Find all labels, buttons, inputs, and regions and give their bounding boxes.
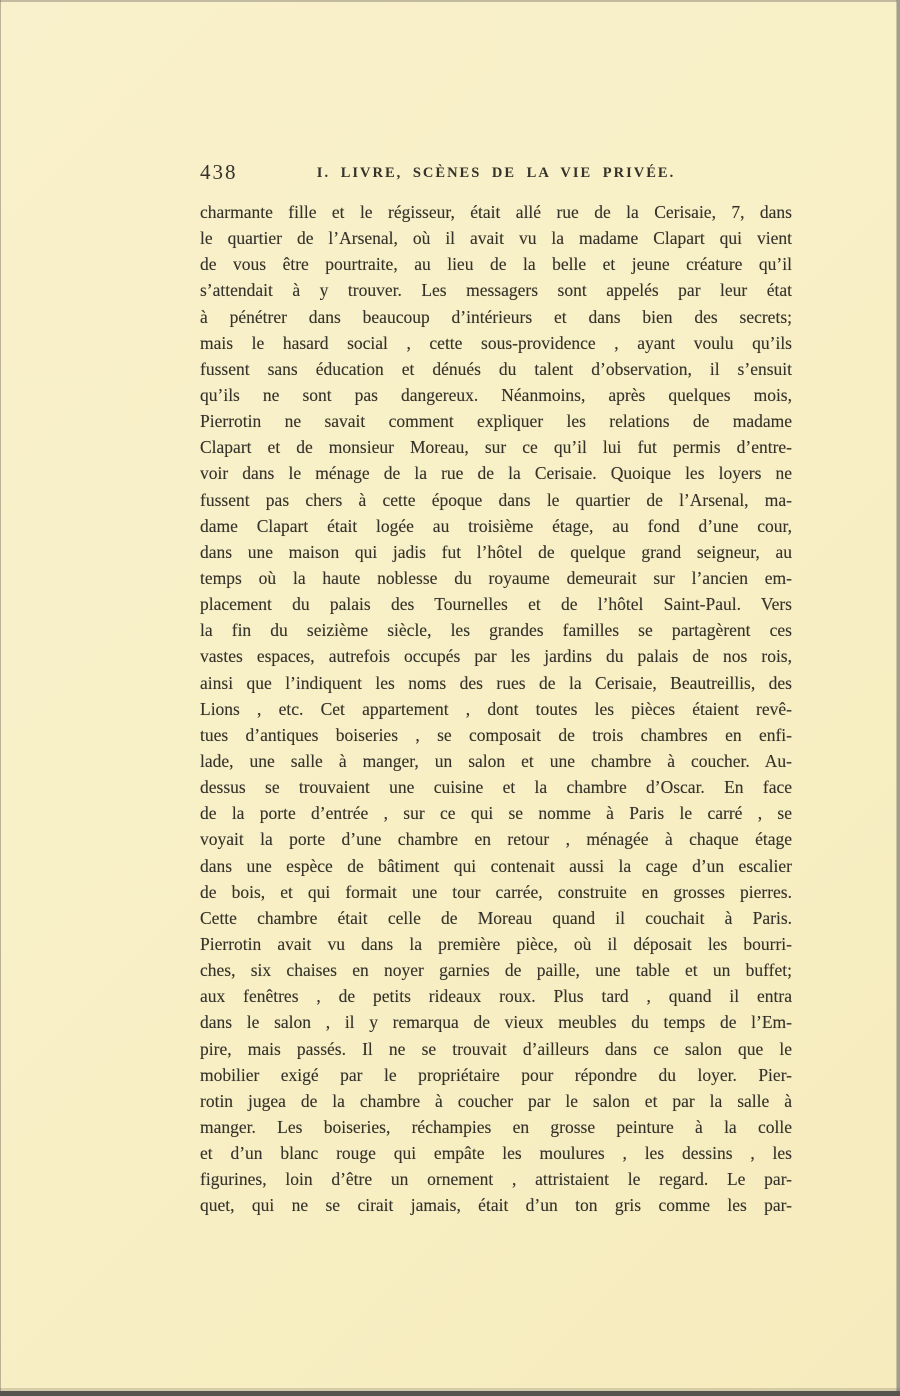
text-line: la fin du seizième siècle, les grandes familles se partagèrent ces: [200, 620, 792, 641]
text-line: Cette chambre était celle de Moreau quand il couchait à Paris.: [200, 907, 792, 928]
page-edge-left: [0, 0, 1, 1396]
text-line: voir dans le ménage de la rue de la Cerisaie. Quoique les loyers ne: [200, 463, 792, 484]
running-header: I. LIVRE, SCÈNES DE LA VIE PRIVÉE.: [316, 165, 676, 181]
text-line: pire, mais passés. Il ne se trouvait d’ailleurs dans ce salon que le: [200, 1038, 792, 1059]
text-line: rotin jugea de la chambre à coucher par le salon et par la salle à: [200, 1090, 792, 1111]
text-line: quet, qui ne se cirait jamais, était d’un ton gris comme les par-: [200, 1195, 792, 1216]
text-line: aux fenêtres , de petits rideaux roux. Plus tard , quand il entra: [200, 986, 792, 1007]
text-line: et d’un blanc rouge qui empâte les moulures , les dessins , les: [200, 1143, 792, 1164]
text-line: lade, une salle à manger, un salon et une chambre à coucher. Au-: [200, 750, 792, 771]
text-line: Clapart et de monsieur Moreau, sur ce qu’il lui fut permis d’entre-: [200, 437, 792, 458]
text-line: ainsi que l’indiquent les noms des rues de la Cerisaie, Beautreillis, des: [200, 672, 792, 693]
text-line: temps où la haute noblesse du royaume demeurait sur l’ancien em-: [200, 567, 792, 588]
text-line: dessus se trouvaient une cuisine et la chambre d’Oscar. En face: [200, 777, 792, 798]
text-line: dans une maison qui jadis fut l’hôtel de quelque grand seigneur, au: [200, 541, 792, 562]
page-number: 438: [200, 160, 238, 184]
page-edge-top: [0, 0, 900, 2]
body-text: [200, 199, 792, 1218]
text-line: de vous être pourtraite, au lieu de la belle et jeune créature qu’il: [200, 254, 792, 275]
text-line: qu’ils ne sont pas dangereux. Néanmoins, après quelques mois,: [200, 384, 792, 405]
text-line: Pierrotin avait vu dans la première pièce, où il déposait les bourri-: [200, 933, 792, 954]
text-line: voyait la porte d’une chambre en retour , ménagée à chaque étage: [200, 829, 792, 850]
text-line: de bois, et qui formait une tour carrée, construite en grosses pierres.: [200, 881, 792, 902]
text-line: dame Clapart était logée au troisième étage, au fond d’une cour,: [200, 515, 792, 536]
text-line: ches, six chaises en noyer garnies de paille, une table et un buffet;: [200, 960, 792, 981]
text-line: le quartier de l’Arsenal, où il avait vu la madame Clapart qui vient: [200, 228, 792, 249]
text-line: figurines, loin d’être un ornement , attristaient le regard. Le par-: [200, 1169, 792, 1190]
text-line: Lions , etc. Cet appartement , dont toutes les pièces étaient revê-: [200, 698, 792, 719]
page-header: [200, 160, 792, 190]
page-edge-bottom: [0, 1391, 900, 1396]
text-line: vastes espaces, autrefois occupés par les jardins du palais de nos rois,: [200, 646, 792, 667]
text-line: charmante fille et le régisseur, était allé rue de la Cerisaie, 7, dans: [200, 202, 792, 222]
text-line: s’attendait à y trouver. Les messagers sont appelés par leur état: [200, 280, 792, 301]
text-line: manger. Les boiseries, réchampies en grosse peinture à la colle: [200, 1116, 792, 1137]
text-line: fussent sans éducation et dénués du talent d’observation, il s’ensuit: [200, 358, 792, 379]
text-line: Pierrotin ne savait comment expliquer les relations de madame: [200, 411, 792, 432]
text-line: de la porte d’entrée , sur ce qui se nomme à Paris le carré , se: [200, 803, 792, 824]
text-line: mais le hasard social , cette sous-providence , ayant voulu qu’ils: [200, 332, 792, 353]
text-line: placement du palais des Tournelles et de l’hôtel Saint-Paul. Vers: [200, 594, 792, 615]
text-line: dans une espèce de bâtiment qui contenait aussi la cage d’un escalier: [200, 855, 792, 876]
text-line: mobilier exigé par le propriétaire pour répondre du loyer. Pier-: [200, 1064, 792, 1085]
text-line: tues d’antiques boiseries , se composait de trois chambres en enfi-: [200, 724, 792, 745]
text-line: dans le salon , il y remarqua de vieux meubles du temps de l’Em-: [200, 1012, 792, 1033]
text-line: à pénétrer dans beaucoup d’intérieurs et dans bien des secrets;: [200, 306, 792, 327]
text-line: fussent pas chers à cette époque dans le quartier de l’Arsenal, ma-: [200, 489, 792, 510]
